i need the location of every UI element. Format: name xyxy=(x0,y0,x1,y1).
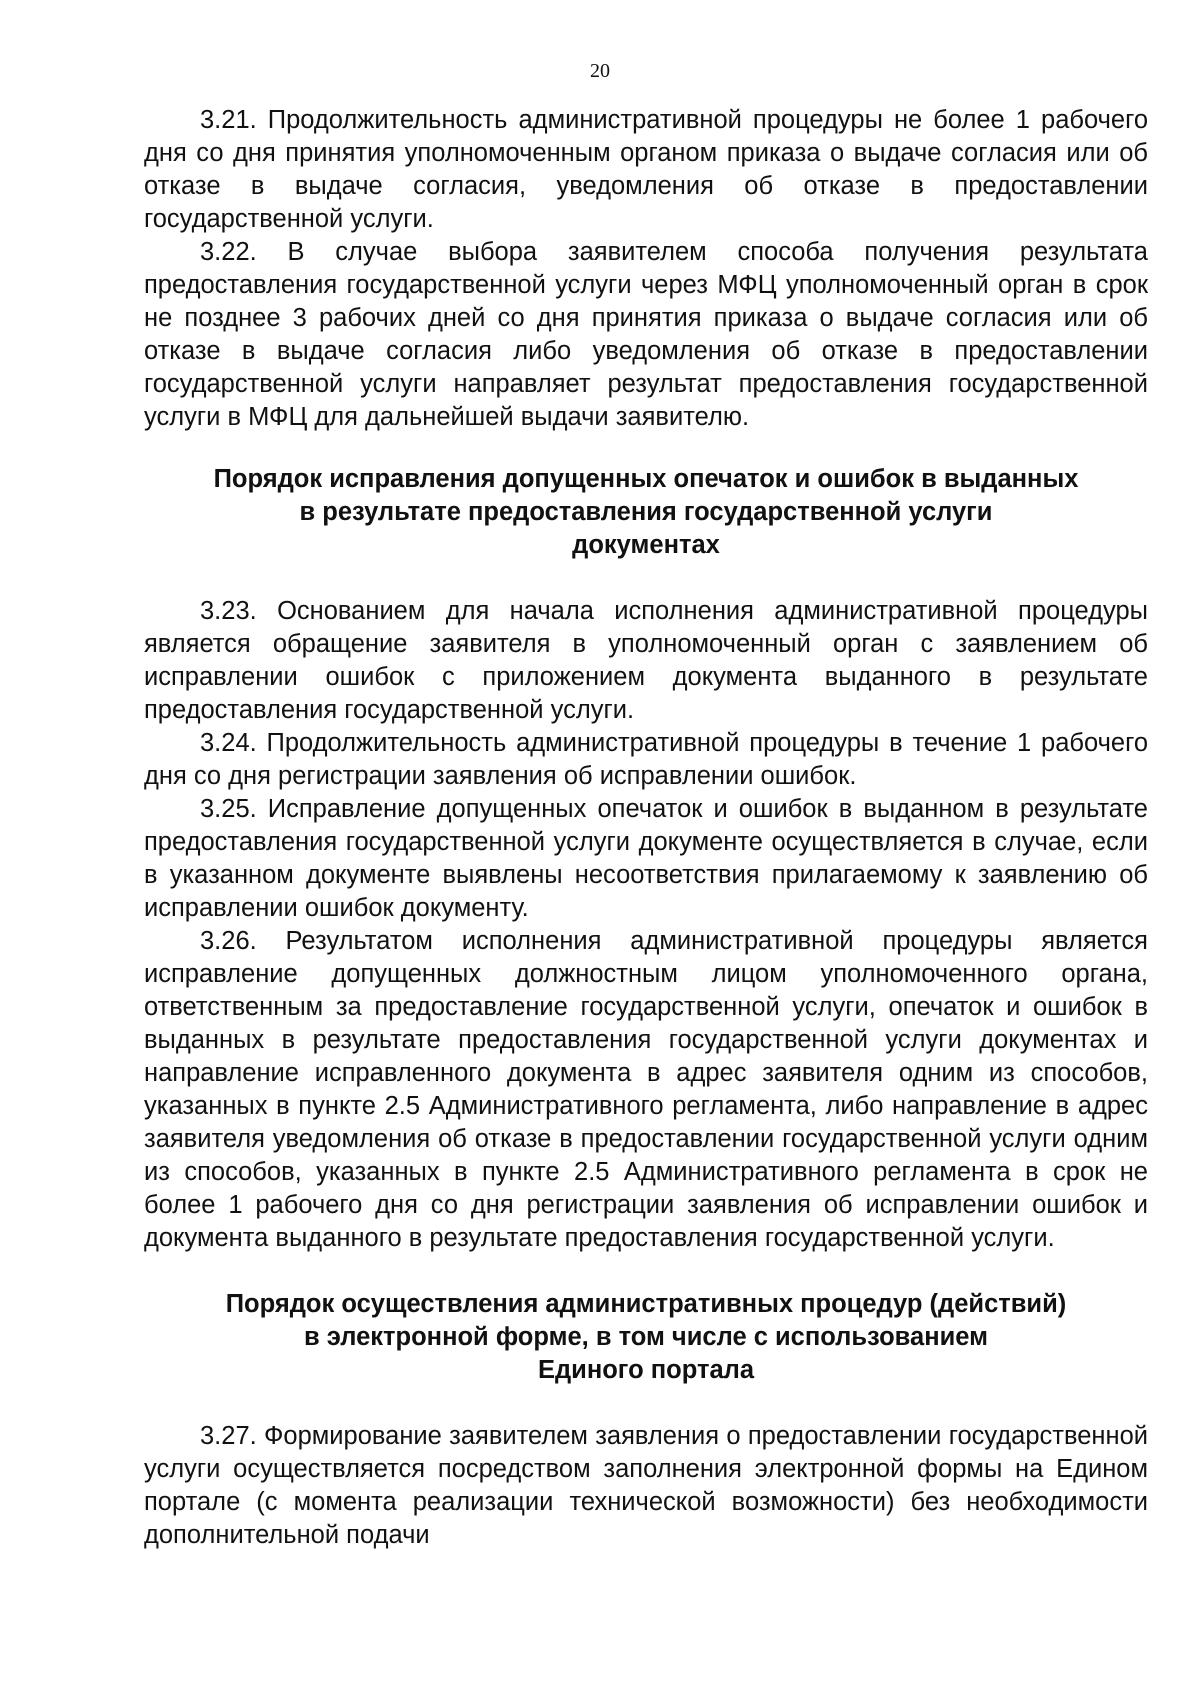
page-number: 20 xyxy=(590,60,610,82)
document-body xyxy=(144,104,1148,1552)
heading-line: Порядок осуществления административных процедур (действий) xyxy=(225,1290,1067,1318)
paragraph-3-22: 3.22. В случае выбора заявителем способа получения результата предоставления государственной услуги через МФЦ уполномоченный орган в срок не позднее 3 рабочих дней со дня принятия приказа о выдаче согласия или об отказе в выдаче согласия либо уведомления об отказе в предоставлении государственной услуги направляет результат предоставления государственной услуги в МФЦ для дальнейшей выдачи заявителю. xyxy=(144,238,1148,431)
paragraph-3-24: 3.24. Продолжительность административной процедуры в течение 1 рабочего дня со дня регистрации заявления об исправлении ошибок. xyxy=(144,729,1148,790)
heading-line: Порядок исправления допущенных опечаток и ошибок в выданных xyxy=(213,465,1079,493)
section-heading-electronic xyxy=(144,1288,1148,1387)
paragraph-3-27: 3.27. Формирование заявителем заявления о предоставлении государственной услуги осуществляется посредством заполнения электронной формы на Едином портале (с момента реализации технической возможности) без необходимости дополнительной подачи xyxy=(144,1422,1148,1549)
heading-line: документах xyxy=(572,531,720,559)
heading-line: в электронной форме, в том числе с использованием xyxy=(304,1323,988,1351)
paragraph-3-26: 3.26. Результатом исполнения административной процедуры является исправление допущенных должностным лицом уполномоченного органа, ответственным за предоставление государственной услуги, опечаток и ошибок в выданных в результате предоставления государственной услуги документах и направление исправленного документа в адрес заявителя одним из способов, указанных в пункте 2.5 Административного регламента, либо направление в адрес заявителя уведомления об отказе в предоставлении государственной услуги одним из способов, указанных в пункте 2.5 Административного регламента в срок не более 1 рабочего дня со дня регистрации заявления об исправлении ошибок и документа выданного в результате предоставления государственной услуги. xyxy=(144,927,1148,1252)
heading-line: Единого портала xyxy=(537,1356,755,1384)
section-heading-corrections xyxy=(144,463,1148,562)
paragraph-3-21: 3.21. Продолжительность административной процедуры не более 1 рабочего дня со дня принятия уполномоченным органом приказа о выдаче согласия или об отказе в выдаче согласия, уведомления об отказе в предоставлении государственной услуги. xyxy=(144,106,1148,233)
paragraph-3-23: 3.23. Основанием для начала исполнения административной процедуры является обращение заявителя в уполномоченный орган с заявлением об исправлении ошибок с приложением документа выданного в результате предоставления государственной услуги. xyxy=(144,597,1148,724)
paragraph-3-25: 3.25. Исправление допущенных опечаток и ошибок в выданном в результате предоставления государственной услуги документе осуществляется в случае, если в указанном документе выявлены несоответствия прилагаемому к заявлению об исправлении ошибок документу. xyxy=(144,795,1148,922)
heading-line: в результате предоставления государственной услуги xyxy=(299,498,993,526)
